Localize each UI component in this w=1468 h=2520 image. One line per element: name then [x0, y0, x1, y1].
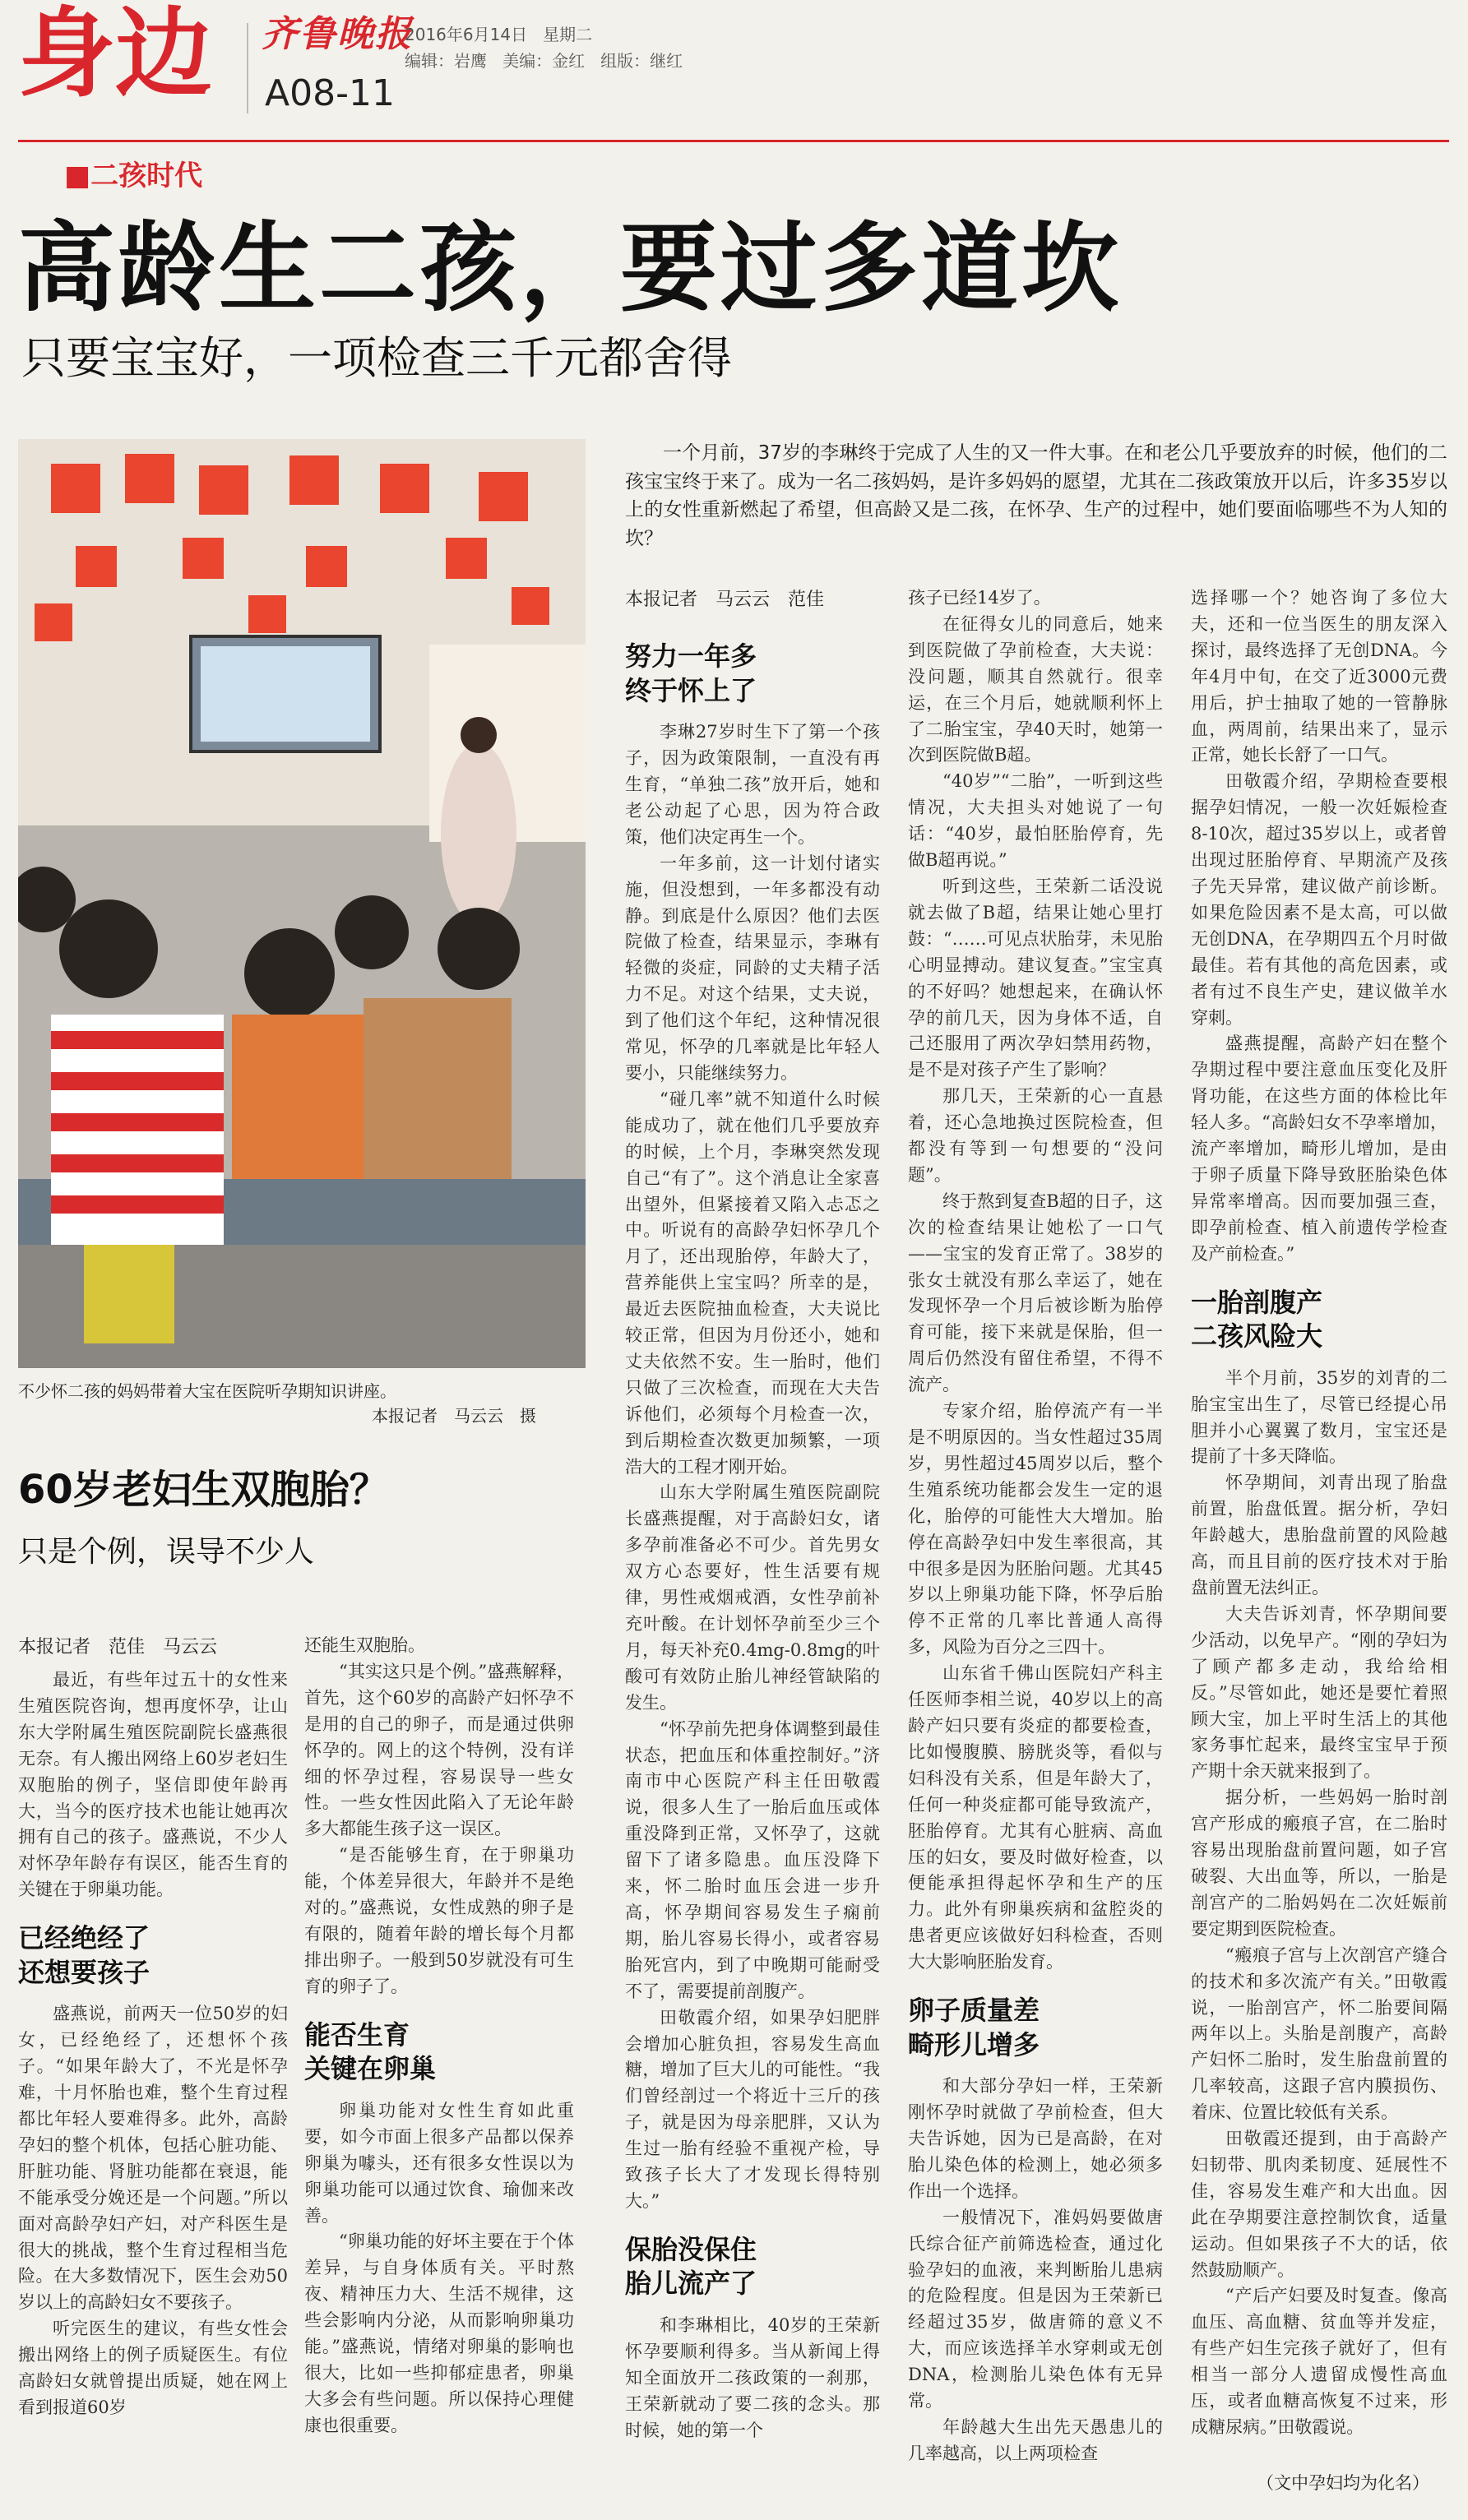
side-byline: 本报记者 范佳 马云云 [18, 1637, 218, 1658]
article-paragraph: 卵巢功能对女性生育如此重要，如今市面上很多产品都以保养卵巢为噱头，还有很多女性误以为卵巢功能可以通过饮食、瑜伽来改善。 [304, 2100, 574, 2226]
article-paragraph: 一年多前，这一计划付诸实施，但没想到，一年多都没有动静。到底是什么原因？他们去医院做了检查，结果显示，李琳有轻微的炎症，同龄的丈夫精子活力不足。对这个结果，丈夫说，到了他们这个年纪，这种情况很常见，怀孕的几率就是比年轻人要小，只能继续努力。 [625, 853, 880, 1083]
article-paragraph: “40岁”“二胎”，一听到这些情况，大夫担头对她说了一句话：“40岁，最怕胚胎停育，先做B超再说。” [908, 771, 1163, 871]
side-column-2 [304, 1633, 574, 2496]
article-paragraph: 最近，有些年过五十的女性来生殖医院咨询，想再度怀孕，让山东大学附属生殖医院副院长盛燕很无奈。有人搬出网络上60岁老妇生双胞胎的例子，坚信即使年龄再大，当今的医疗技术也能让她再次拥有自己的孩子。盛燕说，不少人对怀孕年龄存有误区，能否生育的关键在于卵巢功能。 [18, 1670, 288, 1900]
main-column-1 [625, 622, 880, 2496]
footnote: （文中孕妇均为化名） [1257, 2473, 1429, 2493]
paper-logo: 齐鲁晚报 [262, 13, 413, 55]
article-paragraph: 田敬霞还提到，由于高龄产妇韧带、肌肉柔韧度、延展性不佳，容易发生难产和大出血。因此在孕期要注意控制饮食，适量运动。但如果孩子不大的话，依然鼓励顺产。 [1191, 2129, 1447, 2280]
article-paragraph: 专家介绍，胎停流产有一半是不明原因的。当女性超过35周岁，男性超过45周岁以后，整个生殖系统功能都会发生一定的退化，胎停的可能性大大增加。胎停在高龄孕妇中发生率很高，其中很多是因为胚胎问题。尤其45岁以上卵巢功能下降，怀孕后胎停不正常的几率比普通人高得多，风险为百分之三四十。 [908, 1401, 1163, 1658]
article-paragraph: 据分析，一些妈妈一胎时剖宫产形成的瘢痕子宫，在二胎时容易出现胎盘前置问题，如子宫破裂、大出血等，所以，一胎是剖宫产的二胎妈妈在二次妊娠前要定期到医院检查。 [1191, 1787, 1447, 1939]
lead-paragraph: 一个月前，37岁的李琳终于完成了人生的又一件大事。在和老公几乎要放弃的时候，他们的二孩宝宝终于来了。成为一名二孩妈妈，是许多妈妈的愿望，尤其在二孩政策放开以后，许多35岁以上的女性重新燃起了希望，但高龄又是二孩，在怀孕、生产的过程中，她们要面临哪些不为人知的坎？ [625, 442, 1447, 549]
masthead-staff-line [405, 48, 683, 72]
article-subheading: 卵子质量差 畸形儿增多 [908, 1995, 1040, 2060]
article-paragraph: 选择哪一个？她咨询了多位大夫，还和一位当医生的朋友深入探讨，最终选择了无创DNA。今年4月中旬，在交了近3000元费用后，护士抽取了她的一管静脉血，两周前，结果出来了，显示正常，她长长舒了一口气。 [1191, 588, 1447, 765]
article-paragraph: 山东大学附属生殖医院副院长盛燕提醒，对于高龄妇女，诸多孕前准备必不可少。首先男女双方心态要好，性生活要有规律，男性戒烟戒酒，女性孕前补充叶酸。在计划怀孕前至少三个月，每天补充0.4mg-0.8mg的叶酸可有效防止胎儿神经管缺陷的发生。 [625, 1482, 880, 1713]
article-paragraph: “怀孕前先把身体调整到最佳状态，把血压和体重控制好。”济南市中心医院产科主任田敬霞说，很多人生了一胎后血压或体重没降到正常，又怀孕了，这就留下了诸多隐患。血压没降下来，怀二胎时血压会进一步升高，怀孕期间容易发生子痫前期，胎儿容易长得小，或者容易胎死宫内，到了中晚期可能耐受不了，需要提前剖腹产。 [625, 1718, 880, 2001]
article-subheading: 已经绝经了 还想要孩子 [18, 1922, 151, 1988]
article-paragraph: 田敬霞介绍，孕期检查要根据孕妇情况，一般一次妊娠检查8-10次，超过35岁以上，或者曾出现过胚胎停育、早期流产及孩子先天异常，建议做产前诊断。如果危险因素不是太高，可以做无创DNA，在孕期四五个月时做最佳。若有其他的高危因素，或者有过不良生产史，建议做羊水穿刺。 [1191, 771, 1447, 1028]
article-paragraph: “卵巢功能的好坏主要在于个体差异，与自身体质有关。平时熬夜、精神压力大、生活不规律，这些会影响内分泌，从而影响卵巢功能。”盛燕说，情绪对卵巢的影响也很大，比如一些抑郁症患者，卵巢大多会有些问题。所以保持心理健康也很重要。 [304, 2231, 574, 2435]
column-tag: ■二孩时代 [64, 160, 203, 192]
article-paragraph: 和李琳相比，40岁的王荣新怀孕要顺利得多。当从新闻上得知全面放开二孩政策的一刹那，王荣新就动了要二孩的念头。那时候，她的第一个 [625, 2315, 880, 2440]
article-paragraph: 在征得女儿的同意后，她来到医院做了孕前检查，大夫说：没问题，顺其自然就行。很幸运，在三个月后，她就顺利怀上了二胎宝宝，孕40天时，她第一次到医院做B超。 [908, 613, 1163, 765]
photo-caption: 不少怀二孩的妈妈带着大宝在医院听孕期知识讲座。 [18, 1381, 396, 1401]
article-paragraph: 怀孕期间，刘青出现了胎盘前置，胎盘低置。据分析，孕妇年龄越大，患胎盘前置的风险越高，而且目前的医疗技术对于胎盘前置无法纠正。 [1191, 1473, 1447, 1598]
article-paragraph: 盛燕说，前两天一位50岁的妇女，已经绝经了，还想怀个孩子。“如果年龄大了，不光是怀孕难，十月怀胎也难，整个生育过程都比年轻人要难得多。此外，高龄孕妇的整个机体，包括心脏功能、肝脏功能、肾脏功能都在衰退，能不能承受分娩还是一个问题。”所以面对高龄孕妇产妇，对产科医生是很大的挑战，整个生育过程相当危险。在大多数情况下，医生会劝50岁以上的高龄妇女不要孩子。 [18, 2004, 288, 2313]
article-paragraph: 田敬霞介绍，如果孕妇肥胖会增加心脏负担，容易发生高血糖，增加了巨大儿的可能性。“我们曾经剖过一个将近十三斤的孩子，就是因为母亲肥胖，又认为生过一胎有经验不重视产检，导致孩子长大了才发现长得特别大。” [625, 2007, 880, 2211]
article-paragraph: 山东省千佛山医院妇产科主任医师李相兰说，40岁以上的高龄产妇只要有炎症的都要检查，比如慢腹膜、膀胱炎等，看似与妇科没有关系，但是年龄大了，任何一种炎症都可能导致流产，胚胎停育。尤其有心脏病、高血压的妇女，要及时做好检查，以便能承担得起怀孕和生产的压力。此外有卵巢疾病和盆腔炎的患者更应该做好妇科检查，否则大大影响胚胎发育。 [908, 1663, 1163, 1972]
article-paragraph: 李琳27岁时生下了第一个孩子，因为政策限制，一直没有再生育，“单独二孩”放开后，她和老公动起了心思，因为符合政策，他们决定再生一个。 [625, 722, 880, 847]
article-subheading: 努力一年多 终于怀上了 [625, 640, 757, 706]
article-paragraph: 还能生双胞胎。 [304, 1635, 425, 1655]
headline: 高龄生二孩，要过多道坎 [18, 211, 1123, 325]
photo-credit: 本报记者 马云云 摄 [372, 1406, 536, 1426]
section-title: 身边 [18, 0, 213, 110]
page-number: A08-11 [265, 72, 395, 114]
lecture-photo [18, 439, 586, 1368]
lecture-photo-illustration [18, 439, 586, 1368]
side-headline: 60岁老妇生双胞胎？ [18, 1467, 389, 1513]
article-paragraph: 听到这些，王荣新二话没说就去做了B超，结果让她心里打鼓：“……可见点状胎芽，未见胎心明显搏动。建议复查。”宝宝真的不好吗？她想起来，在确认怀孕的前几天，因为身体不适，自己还服用了两次孕妇禁用药物，是不是对孩子产生了影响？ [908, 876, 1163, 1080]
article-paragraph: 盛燕提醒，高龄产妇在整个孕期过程中要注意血压变化及肝肾功能，在这些方面的体检比年轻人多。“高龄妇女不孕率增加，流产率增加，畸形儿增加，是由于卵子质量下降导致胚胎染色体异常率增高。因而要加强三查，即孕前检查、植入前遗传学检查及产前检查。” [1191, 1033, 1447, 1264]
issue-weekday: 星期二 [543, 25, 593, 44]
article-subheading: 一胎剖腹产 二孩风险大 [1191, 1286, 1323, 1352]
masthead-rule [18, 140, 1449, 142]
article-paragraph: 一般情况下，准妈妈要做唐氏综合征产前筛选检查，通过化验孕妇的血液，来判断胎儿患病的危险程度。但是因为王荣新已经超过35岁，做唐筛的意义不大，而应该选择羊水穿刺或无创DNA，检测胎儿染色体有无异常。 [908, 2207, 1163, 2411]
layout-proof: 组版：继红 [600, 51, 683, 71]
subheadline: 只要宝宝好，一项检查三千元都舍得 [21, 332, 732, 384]
article-paragraph: 那几天，王荣新的心一直悬着，还心急地换过医院检查，但都没有等到一句想要的“没问题”。 [908, 1086, 1163, 1185]
article-paragraph: 大夫告诉刘青，怀孕期间要少活动，以免早产。“刚的孕妇为了顾产都多走动，我给给相反。”尽管如此，她还是要忙着照顾大宝，加上平时生活上的其他家务事忙起来，最终宝宝早于预产期十余天就来报到了。 [1191, 1603, 1447, 1782]
article-subheading: 能否生育 关键在卵巢 [304, 2018, 437, 2085]
issue-date: 2016年6月14日 [405, 25, 528, 44]
article-paragraph: “产后产妇要及时复查。像高血压、高血糖、贫血等并发症，有些产妇生完孩子就好了，但有相当一部分人遗留成慢性高血压，或者血糖高恢复不过来，形成糖尿病。”田敬霞说。 [1191, 2286, 1447, 2437]
article-paragraph: “碰几率”就不知道什么时候能成功了，就在他们几乎要放弃的时候，上个月，李琳突然发现自己“有了”。这个消息让全家喜出望外，但紧接着又陷入忐忑之中。听说有的高龄孕妇怀孕几个月了，还出现胎停，年龄大了，营养能供上宝宝吗？所幸的是，最近去医院抽血检查，大夫说比较正常，但因为月份还小，她和丈夫依然不安。生一胎时，他们只做了三次检查，而现在大夫告诉他们，必须每个月检查一次，到后期检查次数更加频繁，一项浩大的工程才刚开始。 [625, 1089, 880, 1477]
article-paragraph: “瘢痕子宫与上次剖宫产缝合的技术和多次流产有关。”田敬霞说，一胎剖宫产，怀二胎要间隔两年以上。头胎是剖腹产，高龄产妇怀二胎时，发生胎盘前置的几率较高，这跟子宫内膜损伤、着床、位置比较低有关系。 [1191, 1944, 1447, 2123]
editor: 编辑：岩鹰 [405, 51, 487, 71]
masthead-divider [247, 23, 248, 113]
article-paragraph: 孩子已经14岁了。 [908, 588, 1051, 608]
article-paragraph: 终于熬到复查B超的日子，这次的检查结果让她松了一口气——宝宝的发育正常了。38岁的张女士就没有那么幸运了，她在发现怀孕一个月后被诊断为胎停育可能，接下来就是保胎，但一周后仍然没有留住希望，不得不流产。 [908, 1191, 1163, 1395]
side-column-1 [18, 1667, 288, 2498]
article-paragraph: 听完医生的建议，有些女性会搬出网络上的例子质疑医生。有位高龄妇女就曾提出质疑，她在网上看到报道60岁 [18, 2319, 288, 2417]
article-paragraph: “是否能够生育，在于卵巢功能，个体差异很大，年龄并不是绝对的。”盛燕说，女性成熟的卵子是有限的，随着年龄的增长每个月都排出卵子。一般到50岁就没有可生育的卵子了。 [304, 1845, 574, 1996]
article-paragraph: 年龄越大生出先天愚患儿的几率越高，以上两项检查 [908, 2417, 1163, 2463]
article-paragraph: “其实这只是个例。”盛燕解释，首先，这个60岁的高龄产妇怀孕不是用的自己的卵子，而是通过供卵怀孕的。网上的这个特例，没有详细的怀孕过程，容易误导一些女性。一些女性因此陷入了无论年龄多大都能生孩子这一误区。 [304, 1661, 574, 1839]
main-byline: 本报记者 马云云 范佳 [625, 590, 825, 610]
masthead-date-line [405, 21, 592, 45]
article-subheading: 保胎没保住 胎儿流产了 [625, 2233, 757, 2300]
side-subheadline: 只是个例，误导不少人 [18, 1535, 315, 1569]
article-paragraph: 半个月前，35岁的刘青的二胎宝宝出生了，尽管已经提心吊胆并小心翼翼了数月，宝宝还是提前了十多天降临。 [1191, 1367, 1447, 1467]
main-column-2 [908, 585, 1163, 2496]
article-paragraph: 和大部分孕妇一样，王荣新刚怀孕时就做了孕前检查，但大夫告诉她，因为已是高龄，在对胎儿染色体的检测上，她必须多作出一个选择。 [908, 2076, 1163, 2201]
main-column-3 [1191, 585, 1447, 2468]
designer: 美编：金红 [502, 51, 586, 71]
